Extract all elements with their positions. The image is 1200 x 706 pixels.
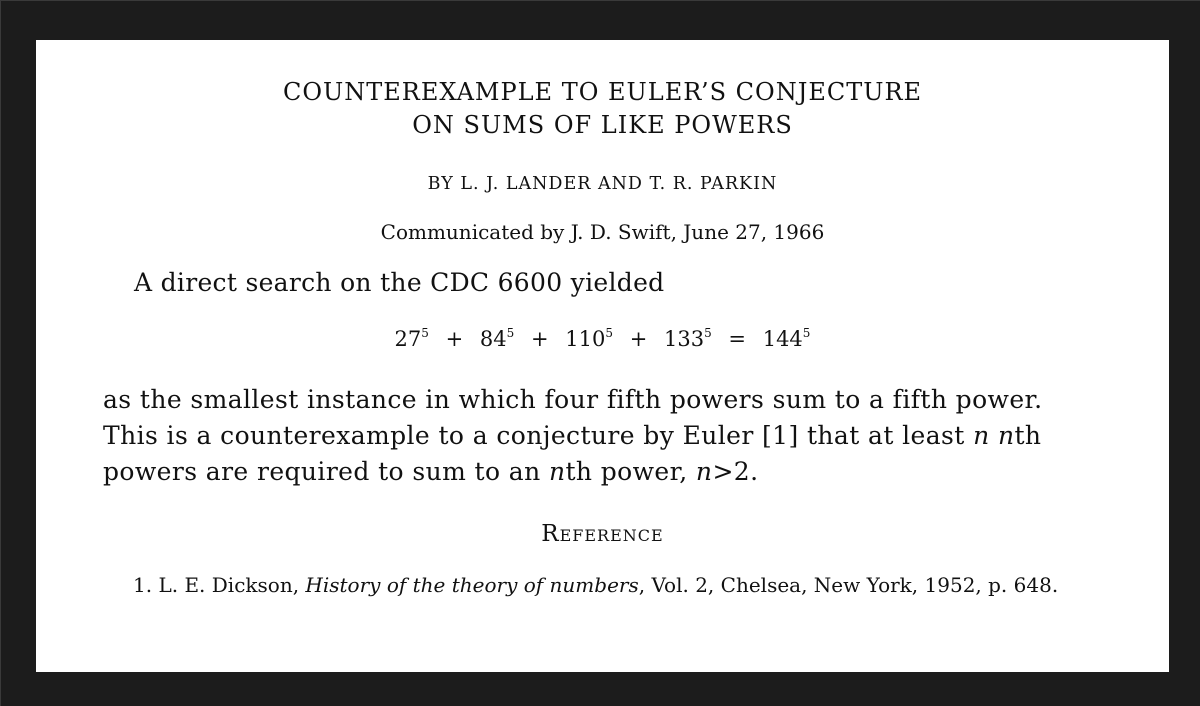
variable-n-4: n bbox=[695, 457, 713, 486]
body-part-1: as the smallest instance in which four fifth powers sum to a fifth power. This is a counterexample to a conjecture by Euler bbox=[103, 385, 1043, 450]
equation-term-1: 27 bbox=[394, 327, 422, 351]
paper-page bbox=[36, 40, 1169, 672]
reference-item bbox=[103, 570, 1103, 600]
exponent-2: 5 bbox=[506, 326, 515, 340]
equation-term-4: 133 bbox=[663, 327, 705, 351]
equation-result: 144 bbox=[762, 327, 803, 351]
reference-index: 1. bbox=[133, 573, 153, 597]
body-space bbox=[990, 421, 998, 450]
reference-heading: Reference bbox=[541, 521, 664, 547]
equation bbox=[36, 326, 1169, 351]
exponent-1: 5 bbox=[421, 326, 429, 340]
body-part-4: th power, bbox=[565, 457, 696, 486]
plus-sign-1: + bbox=[445, 327, 464, 351]
reference-work: History of the theory of numbers bbox=[305, 573, 639, 597]
plus-sign-3: + bbox=[629, 327, 648, 351]
body-part-2: that at least bbox=[798, 421, 974, 450]
variable-n-2: n bbox=[997, 421, 1015, 450]
title-line-1: COUNTEREXAMPLE TO EULER’S CONJECTURE bbox=[282, 78, 923, 106]
equation-term-3: 110 bbox=[565, 327, 606, 351]
citation: [1] bbox=[762, 421, 799, 450]
reference-author: L. E. Dickson, bbox=[152, 573, 306, 597]
body-part-5: >2. bbox=[712, 457, 759, 486]
lead-sentence: A direct search on the CDC 6600 yielded bbox=[134, 268, 665, 297]
plus-sign-2: + bbox=[530, 327, 549, 351]
variable-n-1: n bbox=[973, 421, 990, 450]
exponent-3: 5 bbox=[605, 326, 613, 340]
authors-line: BY L. J. LANDER AND T. R. PARKIN bbox=[427, 174, 778, 194]
variable-n-3: n bbox=[548, 457, 566, 486]
exponent-4: 5 bbox=[704, 326, 712, 340]
communicated-line: Communicated by J. D. Swift, June 27, 1966 bbox=[380, 220, 825, 244]
paper-title bbox=[36, 76, 1169, 142]
exponent-5: 5 bbox=[802, 326, 811, 340]
body-paragraph bbox=[103, 382, 1093, 490]
equals-sign: = bbox=[728, 327, 747, 351]
body-part-3: th powers are required to sum to an bbox=[103, 421, 1042, 486]
equation-term-2: 84 bbox=[479, 327, 507, 351]
title-line-2: ON SUMS OF LIKE POWERS bbox=[412, 111, 793, 139]
reference-details: , Vol. 2, Chelsea, New York, 1952, p. 648. bbox=[638, 573, 1059, 597]
